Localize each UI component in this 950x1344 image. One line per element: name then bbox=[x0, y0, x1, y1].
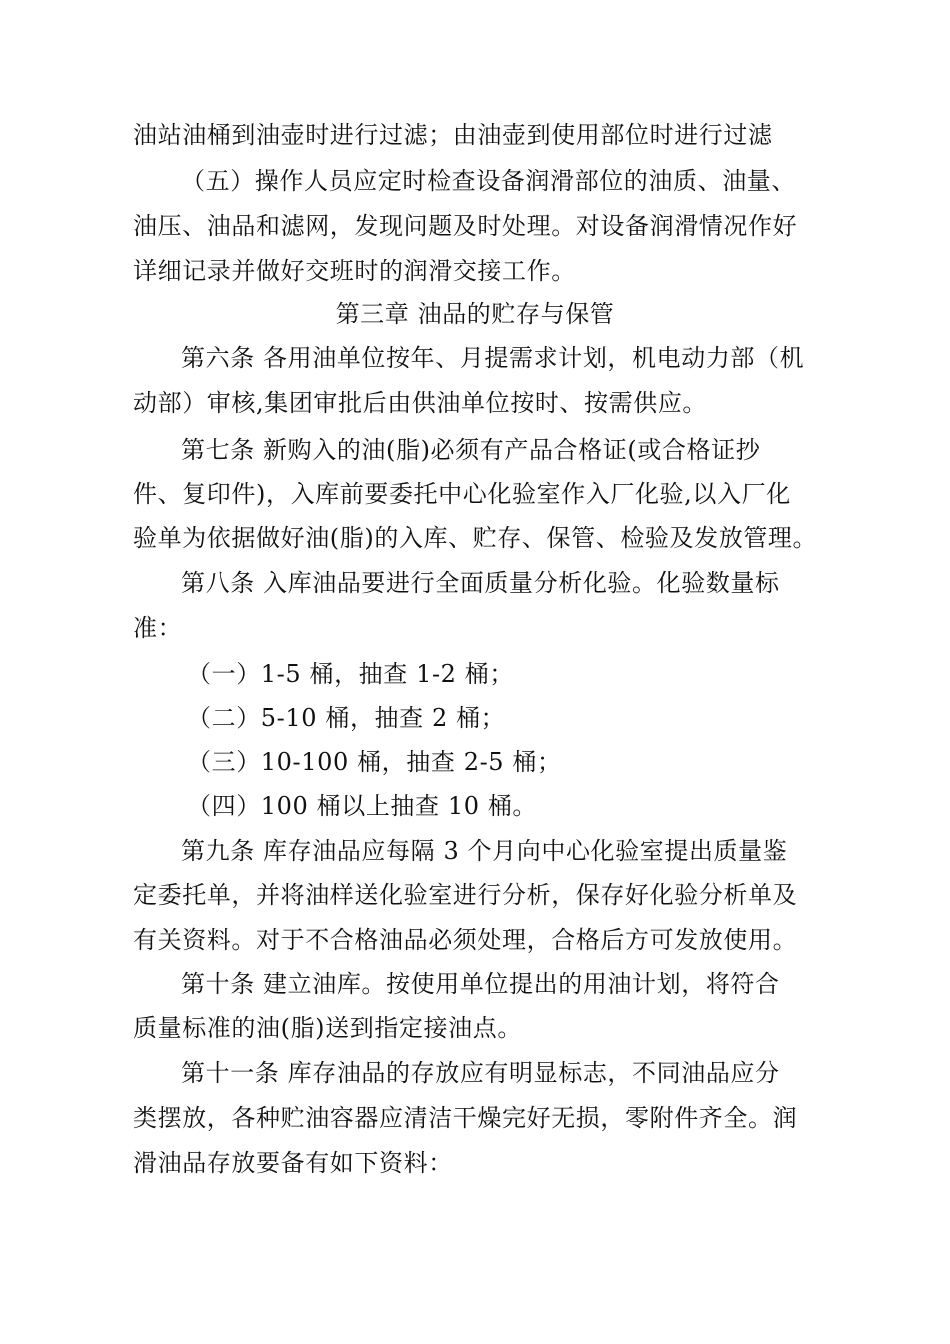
text-line: 件、复印件)，入库前要委托中心化验室作入厂化验,以入厂化 bbox=[133, 480, 791, 508]
text-line: 详细记录并做好交班时的润滑交接工作。 bbox=[133, 257, 576, 285]
list-item: （二）5-10 桶，抽查 2 桶； bbox=[187, 704, 506, 732]
text-line: 质量标准的油(脂)送到指定接油点。 bbox=[133, 1014, 522, 1042]
text-line: 第六条 各用油单位按年、月提需求计划，机电动力部（机 bbox=[181, 344, 805, 372]
list-item: （三）10-100 桶，抽查 2-5 桶； bbox=[187, 748, 562, 776]
chapter-heading: 第三章 油品的贮存与保管 bbox=[335, 300, 615, 328]
text-line: 动部）审核,集团审批后由供油单位按时、按需供应。 bbox=[133, 389, 708, 417]
text-line: 准： bbox=[133, 614, 183, 642]
text-line: 第十条 建立油库。按使用单位提出的用油计划，将符合 bbox=[181, 970, 780, 998]
text-line: 有关资料。对于不合格油品必须处理，合格后方可发放使用。 bbox=[133, 926, 798, 954]
text-line: （五）操作人员应定时检查设备润滑部位的油质、油量、 bbox=[181, 167, 796, 195]
list-item: （四）100 桶以上抽查 10 桶。 bbox=[187, 792, 538, 820]
text-line: 油压、油品和滤网，发现问题及时处理。对设备润滑情况作好 bbox=[133, 212, 798, 240]
text-line: 定委托单，并将油样送化验室进行分析，保存好化验分析单及 bbox=[133, 881, 798, 909]
text-line: 第八条 入库油品要进行全面质量分析化验。化验数量标 bbox=[181, 569, 780, 597]
text-line: 油站油桶到油壶时进行过滤；由油壶到使用部位时进行过滤 bbox=[133, 121, 773, 149]
text-line: 第七条 新购入的油(脂)必须有产品合格证(或合格证抄 bbox=[181, 436, 761, 464]
text-line: 滑油品存放要备有如下资料： bbox=[133, 1149, 453, 1177]
text-line: 类摆放，各种贮油容器应清洁干燥完好无损，零附件齐全。润 bbox=[133, 1104, 798, 1132]
text-line: 验单为依据做好油(脂)的入库、贮存、保管、检验及发放管理。 bbox=[133, 524, 818, 552]
list-item: （一）1-5 桶，抽查 1-2 桶； bbox=[187, 660, 514, 688]
text-line: 第九条 库存油品应每隔 3 个月向中心化验室提出质量鉴 bbox=[181, 837, 788, 865]
text-line: 第十一条 库存油品的存放应有明显标志，不同油品应分 bbox=[181, 1059, 780, 1087]
